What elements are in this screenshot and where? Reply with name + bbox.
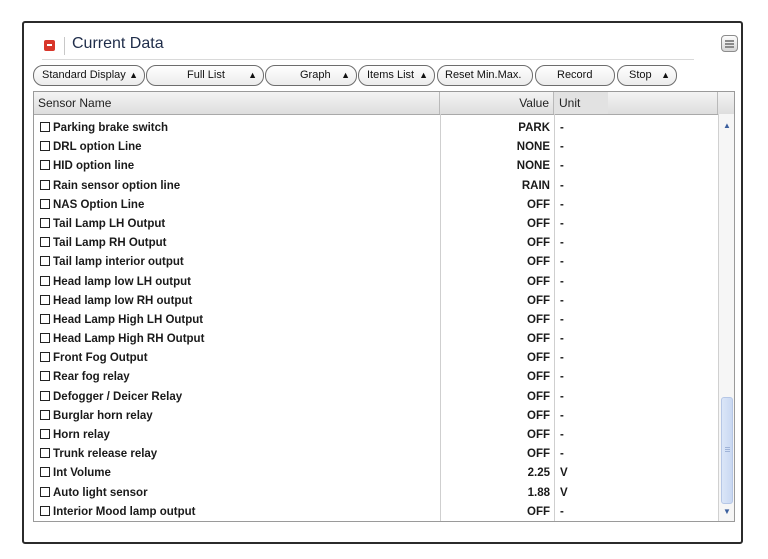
column-header-value[interactable]: Value xyxy=(440,92,554,114)
row-checkbox[interactable] xyxy=(40,352,50,362)
sensor-unit: - xyxy=(560,505,564,518)
sensor-name: Tail Lamp RH Output xyxy=(53,237,167,250)
full-list-select[interactable] xyxy=(146,65,264,86)
table-row[interactable] xyxy=(34,465,718,484)
panel-title: Current Data xyxy=(72,35,164,52)
row-checkbox[interactable] xyxy=(40,122,50,132)
row-checkbox[interactable] xyxy=(40,141,50,151)
sensor-name: Tail Lamp LH Output xyxy=(53,217,166,230)
sensor-name: Head Lamp High RH Output xyxy=(53,333,205,346)
sensor-name-cell xyxy=(40,333,204,345)
panel-header xyxy=(42,34,694,58)
sensor-value: OFF xyxy=(527,313,550,326)
row-checkbox[interactable] xyxy=(40,448,50,458)
sensor-value: OFF xyxy=(527,198,550,211)
sensor-value: OFF xyxy=(527,352,550,365)
sensor-unit: - xyxy=(560,179,564,192)
sensor-name-cell xyxy=(40,276,191,288)
table-row[interactable] xyxy=(34,293,718,312)
table-row[interactable] xyxy=(34,139,718,158)
title-underline xyxy=(42,59,694,60)
sensor-value: OFF xyxy=(527,505,550,518)
updown-arrow-icon: ▲︎ xyxy=(341,70,350,80)
items-list-select[interactable] xyxy=(358,65,435,86)
sensor-unit: V xyxy=(560,486,568,499)
column-header-unit[interactable]: Unit xyxy=(554,92,608,114)
vertical-scrollbar[interactable] xyxy=(718,114,735,521)
sensor-name: DRL option Line xyxy=(53,141,142,154)
table-row[interactable] xyxy=(34,178,718,197)
sensor-name-cell xyxy=(40,429,110,441)
table-header xyxy=(34,92,734,115)
sensor-name-cell xyxy=(40,352,148,364)
updown-arrow-icon: ▲︎ xyxy=(661,70,670,80)
row-checkbox[interactable] xyxy=(40,487,50,497)
reset-minmax-label: Reset Min.Max. xyxy=(445,69,522,81)
standard-display-label: Standard Display xyxy=(42,69,126,81)
sensor-name: Rear fog relay xyxy=(53,371,130,384)
sensor-name: Horn relay xyxy=(53,429,110,441)
graph-label: Graph xyxy=(300,69,331,81)
row-checkbox[interactable] xyxy=(40,199,50,209)
standard-display-select[interactable] xyxy=(33,65,145,86)
table-row[interactable] xyxy=(34,312,718,331)
sensor-name: Interior Mood lamp output xyxy=(53,505,196,518)
sensor-name: Rain sensor option line xyxy=(53,179,181,192)
sensor-unit: - xyxy=(560,448,564,461)
sensor-value: OFF xyxy=(527,333,550,346)
sensor-unit: - xyxy=(560,333,564,346)
sensor-unit: - xyxy=(560,409,564,422)
sensor-value: PARK xyxy=(518,122,550,134)
column-header-sensor-name[interactable]: Sensor Name xyxy=(34,92,440,114)
sensor-name: Trunk release relay xyxy=(53,448,158,461)
sensor-unit: - xyxy=(560,371,564,384)
row-checkbox[interactable] xyxy=(40,295,50,305)
updown-arrow-icon: ▲︎ xyxy=(248,70,257,80)
row-checkbox[interactable] xyxy=(40,333,50,343)
sensor-name: NAS Option Line xyxy=(53,198,145,211)
row-checkbox[interactable] xyxy=(40,467,50,477)
sensor-name: Int Volume xyxy=(53,467,111,480)
sensor-unit: - xyxy=(560,256,564,269)
header-divider xyxy=(717,92,718,114)
row-checkbox[interactable] xyxy=(40,237,50,247)
sensor-name-cell xyxy=(40,256,184,268)
reset-minmax-button[interactable] xyxy=(437,65,533,86)
sensor-value: RAIN xyxy=(521,179,550,192)
table-body xyxy=(34,120,718,522)
table-row[interactable] xyxy=(34,216,718,235)
sensor-data-table xyxy=(33,91,735,522)
table-row[interactable] xyxy=(34,504,718,522)
table-row[interactable] xyxy=(34,274,718,293)
sensor-value: OFF xyxy=(527,237,550,250)
row-checkbox[interactable] xyxy=(40,180,50,190)
sensor-name-cell xyxy=(40,237,167,249)
sensor-name: HID option line xyxy=(53,160,135,173)
table-row[interactable] xyxy=(34,197,718,216)
row-checkbox[interactable] xyxy=(40,314,50,324)
sensor-name-cell xyxy=(40,160,134,172)
sensor-unit: - xyxy=(560,352,564,365)
panel-menu-button[interactable] xyxy=(721,35,738,52)
updown-arrow-icon: ▲︎ xyxy=(419,70,428,80)
sensor-unit: V xyxy=(560,467,568,480)
sensor-value: NONE xyxy=(516,141,550,154)
sensor-value: OFF xyxy=(527,371,550,384)
table-row[interactable] xyxy=(34,369,718,388)
sensor-value: 2.25 xyxy=(527,467,550,480)
scroll-thumb[interactable] xyxy=(721,397,733,504)
table-row[interactable] xyxy=(34,427,718,446)
sensor-unit: - xyxy=(560,390,564,403)
table-row[interactable] xyxy=(34,485,718,504)
full-list-label: Full List xyxy=(187,69,225,81)
table-row[interactable] xyxy=(34,389,718,408)
sensor-name: Parking brake switch xyxy=(53,122,169,134)
table-row[interactable] xyxy=(34,254,718,273)
sensor-value: OFF xyxy=(527,448,550,461)
row-checkbox[interactable] xyxy=(40,410,50,420)
sensor-value: OFF xyxy=(527,409,550,422)
sensor-unit: - xyxy=(560,313,564,326)
sensor-name-cell xyxy=(40,122,168,134)
sensor-value: OFF xyxy=(527,275,550,288)
sensor-value: OFF xyxy=(527,390,550,403)
sensor-name-cell xyxy=(40,487,148,499)
record-label: Record xyxy=(557,69,593,81)
sensor-name: Tail lamp interior output xyxy=(53,256,184,269)
table-row[interactable] xyxy=(34,120,718,139)
sensor-name-cell xyxy=(40,314,203,326)
sensor-name-cell xyxy=(40,218,165,230)
table-row[interactable] xyxy=(34,350,718,369)
row-checkbox[interactable] xyxy=(40,276,50,286)
row-checkbox[interactable] xyxy=(40,218,50,228)
sensor-name-cell xyxy=(40,448,157,460)
sensor-value: OFF xyxy=(527,294,550,307)
sensor-unit: - xyxy=(560,198,564,211)
sensor-unit: - xyxy=(560,141,564,154)
sensor-name-cell xyxy=(40,391,182,403)
items-list-label: Items List xyxy=(367,69,415,81)
sensor-value: OFF xyxy=(527,217,550,230)
sensor-name-cell xyxy=(40,410,153,422)
sensor-name-cell xyxy=(40,295,192,307)
table-row[interactable] xyxy=(34,446,718,465)
sensor-name-cell xyxy=(40,467,111,479)
record-button[interactable] xyxy=(535,65,615,86)
row-checkbox[interactable] xyxy=(40,506,50,516)
table-row[interactable] xyxy=(34,158,718,177)
stop-select[interactable] xyxy=(617,65,677,86)
sensor-value: OFF xyxy=(527,429,550,441)
sensor-name-cell xyxy=(40,506,195,518)
row-checkbox[interactable] xyxy=(40,256,50,266)
sensor-name-cell xyxy=(40,180,180,192)
sensor-name: Head Lamp High LH Output xyxy=(53,313,204,326)
sensor-name: Burglar horn relay xyxy=(53,409,153,422)
sensor-unit: - xyxy=(560,429,564,441)
sensor-value: NONE xyxy=(516,160,550,173)
row-checkbox[interactable] xyxy=(40,160,50,170)
scroll-down-icon[interactable]: ▼︎ xyxy=(723,507,731,516)
table-row[interactable] xyxy=(34,235,718,254)
row-checkbox[interactable] xyxy=(40,429,50,439)
sensor-unit: - xyxy=(560,122,564,134)
graph-select[interactable] xyxy=(265,65,357,86)
scroll-up-icon[interactable]: ▲︎ xyxy=(723,121,731,130)
sensor-value: OFF xyxy=(527,256,550,269)
collapse-icon[interactable] xyxy=(44,40,55,51)
sensor-name: Front Fog Output xyxy=(53,352,148,365)
sensor-name: Auto light sensor xyxy=(53,486,148,499)
row-checkbox[interactable] xyxy=(40,391,50,401)
updown-arrow-icon: ▲︎ xyxy=(129,70,138,80)
stop-label: Stop xyxy=(629,69,652,81)
sensor-unit: - xyxy=(560,160,564,173)
sensor-unit: - xyxy=(560,217,564,230)
sensor-name-cell xyxy=(40,141,142,153)
sensor-unit: - xyxy=(560,237,564,250)
title-divider xyxy=(64,37,65,55)
sensor-name: Head lamp low LH output xyxy=(53,275,191,288)
sensor-name-cell xyxy=(40,199,144,211)
sensor-name: Defogger / Deicer Relay xyxy=(53,390,183,403)
sensor-unit: - xyxy=(560,294,564,307)
table-row[interactable] xyxy=(34,331,718,350)
current-data-panel xyxy=(22,21,743,544)
sensor-name-cell xyxy=(40,371,130,383)
table-row[interactable] xyxy=(34,408,718,427)
row-checkbox[interactable] xyxy=(40,371,50,381)
sensor-value: 1.88 xyxy=(527,486,550,499)
sensor-name: Head lamp low RH output xyxy=(53,294,193,307)
sensor-unit: - xyxy=(560,275,564,288)
